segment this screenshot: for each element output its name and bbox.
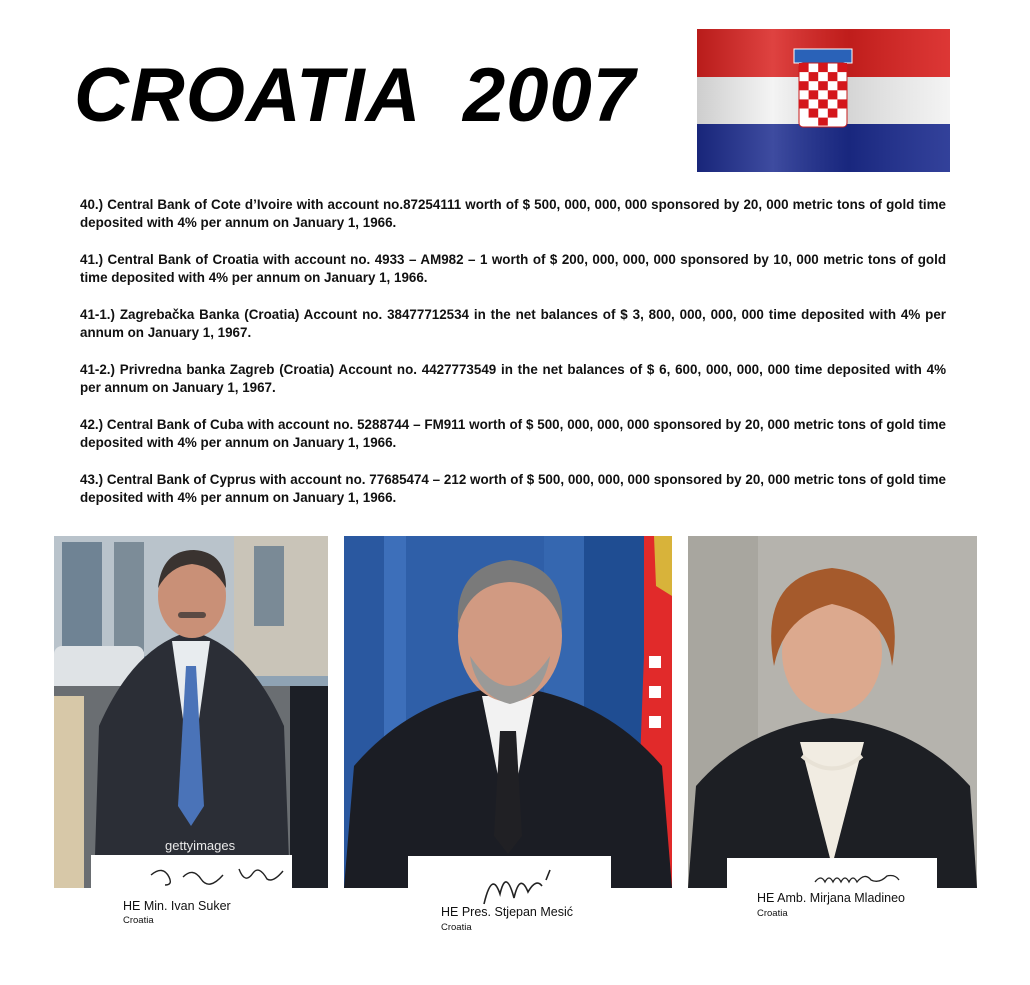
official-country: Croatia <box>441 922 472 933</box>
croatian-flag-image <box>697 29 950 172</box>
bank-account-list <box>80 196 946 526</box>
list-item: 43.) Central Bank of Cyprus with account no. 77685474 – 212 worth of $ 500, 000, 000, 000 sponsored by 20, 000 metric tons of gold time deposited with 4% per annum on January 1, 1966. <box>80 472 946 505</box>
list-item: 41-2.) Privredna banka Zagreb (Croatia) Account no. 4427773549 in the net balances of $ 6, 600, 000, 000, 000 time deposited with 4% per annum on January 1, 1967. <box>80 362 946 395</box>
list-item: 40.) Central Bank of Cote d’Ivoire with account no.87254111 worth of $ 500, 000, 000, 000 sponsored by 20, 000 metric tons of gold time deposited with 4% per annum on January 1, 1966. <box>80 197 946 230</box>
photo-mirjana-mladineo <box>688 536 977 888</box>
coat-of-arms-icon <box>794 49 852 127</box>
list-item: 41.) Central Bank of Croatia with account no. 4933 – AM982 – 1 worth of $ 200, 000, 000, 000 sponsored by 10, 000 metric tons of gold time deposited with 4% per annum on January 1, 1966. <box>80 252 946 285</box>
photo-ivan-suker <box>54 536 328 888</box>
signature-icon <box>809 868 909 890</box>
page-title: CROATIA 2007 <box>74 53 637 138</box>
signature-card-mirjana-mladineo <box>727 858 937 918</box>
list-item: 41-1.) Zagrebačka Banka (Croatia) Account no. 38477712534 in the net balances of $ 3, 800, 000, 000, 000 time deposited with 4% per annum on January 1, 1967. <box>80 307 946 340</box>
watermark-text: gettyimages <box>165 838 236 853</box>
official-country: Croatia <box>123 915 154 926</box>
signature-card-stjepan-mesic <box>408 856 611 936</box>
signature-card-ivan-suker <box>91 855 292 933</box>
list-item: 42.) Central Bank of Cuba with account no. 5288744 – FM911 worth of $ 500, 000, 000, 000 sponsored by 20, 000 metric tons of gold time deposited with 4% per annum on January 1, 1966. <box>80 417 946 450</box>
signature-icon <box>143 859 293 889</box>
official-name: HE Min. Ivan Suker <box>123 899 231 913</box>
official-name: HE Pres. Stjepan Mesić <box>441 905 573 919</box>
photo-stjepan-mesic <box>344 536 672 888</box>
official-country: Croatia <box>757 908 788 919</box>
official-name: HE Amb. Mirjana Mladineo <box>757 891 905 905</box>
signature-icon <box>470 864 590 908</box>
